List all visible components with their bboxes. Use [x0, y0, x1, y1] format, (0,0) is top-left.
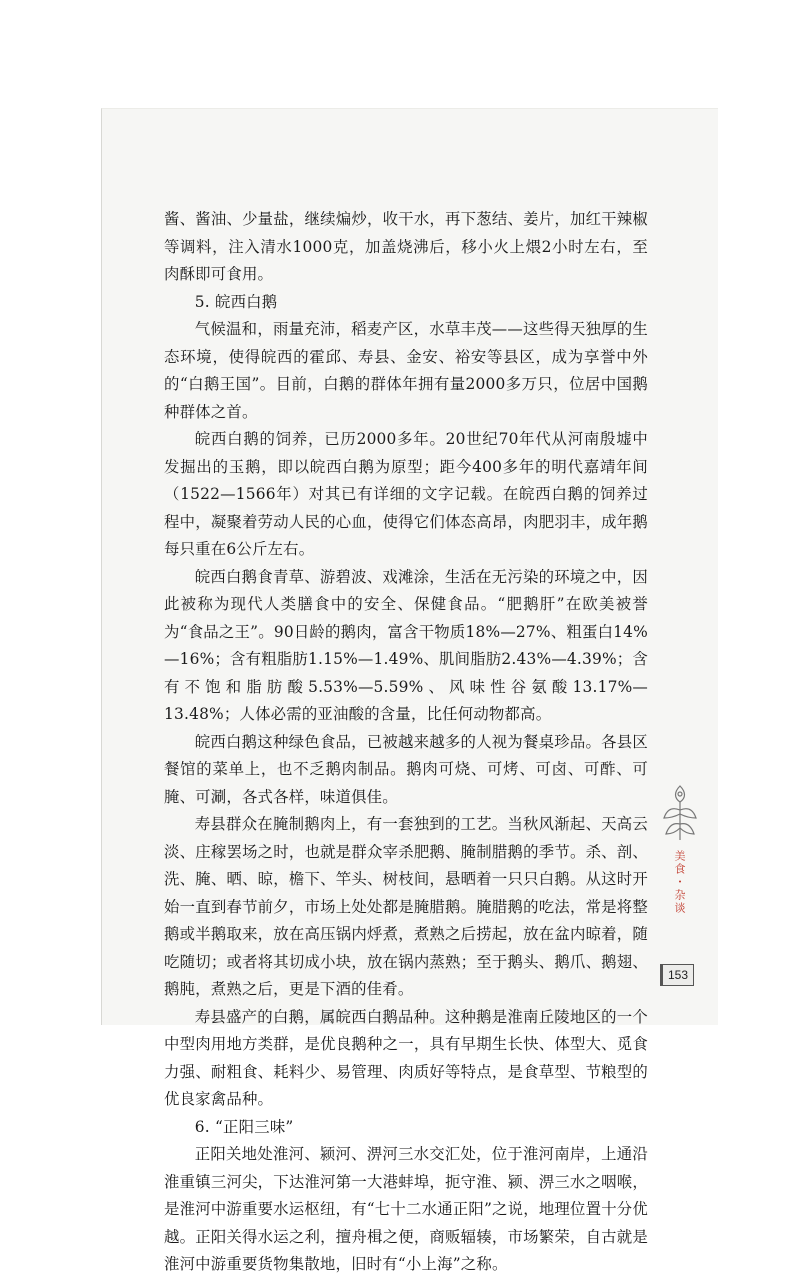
- paragraph: 气候温和，雨量充沛，稻麦产区，水草丰茂——这些得天独厚的生态环境，使得皖西的霍邱、寿县、金安、裕安等县区，成为享誉中外的“白鹅王国”。目前，白鹅的群体年拥有量2000多万只，位居中国鹅种群体之首。: [164, 320, 648, 421]
- paragraph: 皖西白鹅这种绿色食品，已被越来越多的人视为餐桌珍品。各县区餐馆的菜单上，也不乏鹅肉制品。鹅肉可烧、可烤、可卤、可酢、可腌、可涮，各式各样，味道俱佳。: [164, 732, 648, 806]
- paragraph: 寿县盛产的白鹅，属皖西白鹅品种。这种鹅是淮南丘陵地区的一个中型肉用地方类群，是优良鹅种之一，具有早期生长快、体型大、觅食力强、耐粗食、耗料少、易管理、肉质好等特点，是食草型、节粮型的优良家禽品种。: [164, 1007, 648, 1108]
- paragraph: 正阳关地处淮河、颍河、淠河三水交汇处，位于淮河南岸，上通沿淮重镇三河尖，下达淮河第一大港蚌埠，扼守淮、颍、淠三水之咽喉，是淮河中游重要水运枢纽，有“七十二水通正阳”之说，地理位置十分优越。正阳关得水运之利，擅舟楫之便，商贩辐辏，市场繁荣，自古就是淮河中游重要货物集散地，旧时有“小上海”之称。: [164, 1145, 648, 1273]
- paragraph-continued: 酱、酱油、少量盐，继续煸炒，收干水，再下葱结、姜片，加红干辣椒等调料，注入清水1000克，加盖烧沸后，移小火上煨2小时左右，至肉酥即可食用。: [164, 210, 648, 283]
- section-heading-5: 5. 皖西白鹅: [194, 292, 278, 311]
- body-text: [164, 206, 648, 1279]
- paragraph: 寿县群众在腌制鹅肉上，有一套独到的工艺。当秋风渐起、天高云淡、庄稼罢场之时，也就是群众宰杀肥鹅、腌制腊鹅的季节。杀、剖、洗、腌、晒、晾，檐下、竿头、树枝间，悬晒着一只只白鹅。从这时开始一直到春节前夕，市场上处处都是腌腊鹅。腌腊鹅的吃法，常是将整鹅或半鹅取来，放在高压锅内烀煮，煮熟之后捞起，放在盆内晾着，随吃随切；或者将其切成小块，放在锅内蒸熟；至于鹅头、鹅爪、鹅翅、鹅肫，煮熟之后，更是下酒的佳肴。: [164, 815, 648, 998]
- side-section-tab: [654, 782, 706, 962]
- floral-ornament-icon: [660, 782, 700, 844]
- paragraph: 皖西白鹅食青草、游碧波、戏滩涂，生活在无污染的环境之中，因此被称为现代人类膳食中的安全、保健食品。“肥鹅肝”在欧美被誉为“食品之王”。90日龄的鹅肉，富含干物质18%—27%、粗蛋白14%—16%；含有粗脂肪1.15%—1.49%、肌间脂肪2.43%—4.39%；含有不饱和脂肪酸5.53%—5.59%、风味性谷氨酸13.17%—13.48%；人体必需的亚油酸的含量，比任何动物都高。: [164, 567, 648, 723]
- paragraph: 皖西白鹅的饲养，已历2000多年。20世纪70年代从河南殷墟中发掘出的玉鹅，即以皖西白鹅为原型；距今400多年的明代嘉靖年间（1522—1566年）对其已有详细的文字记载。在皖西白鹅的饲养过程中，凝聚着劳动人民的心血，使得它们体态高昂，肉肥羽丰，成年鹅每只重在6公斤左右。: [164, 430, 648, 558]
- page-number: 153: [660, 964, 694, 986]
- section-label: 美食・杂谈: [673, 850, 686, 915]
- section-heading-6: 6. “正阳三味”: [194, 1117, 294, 1136]
